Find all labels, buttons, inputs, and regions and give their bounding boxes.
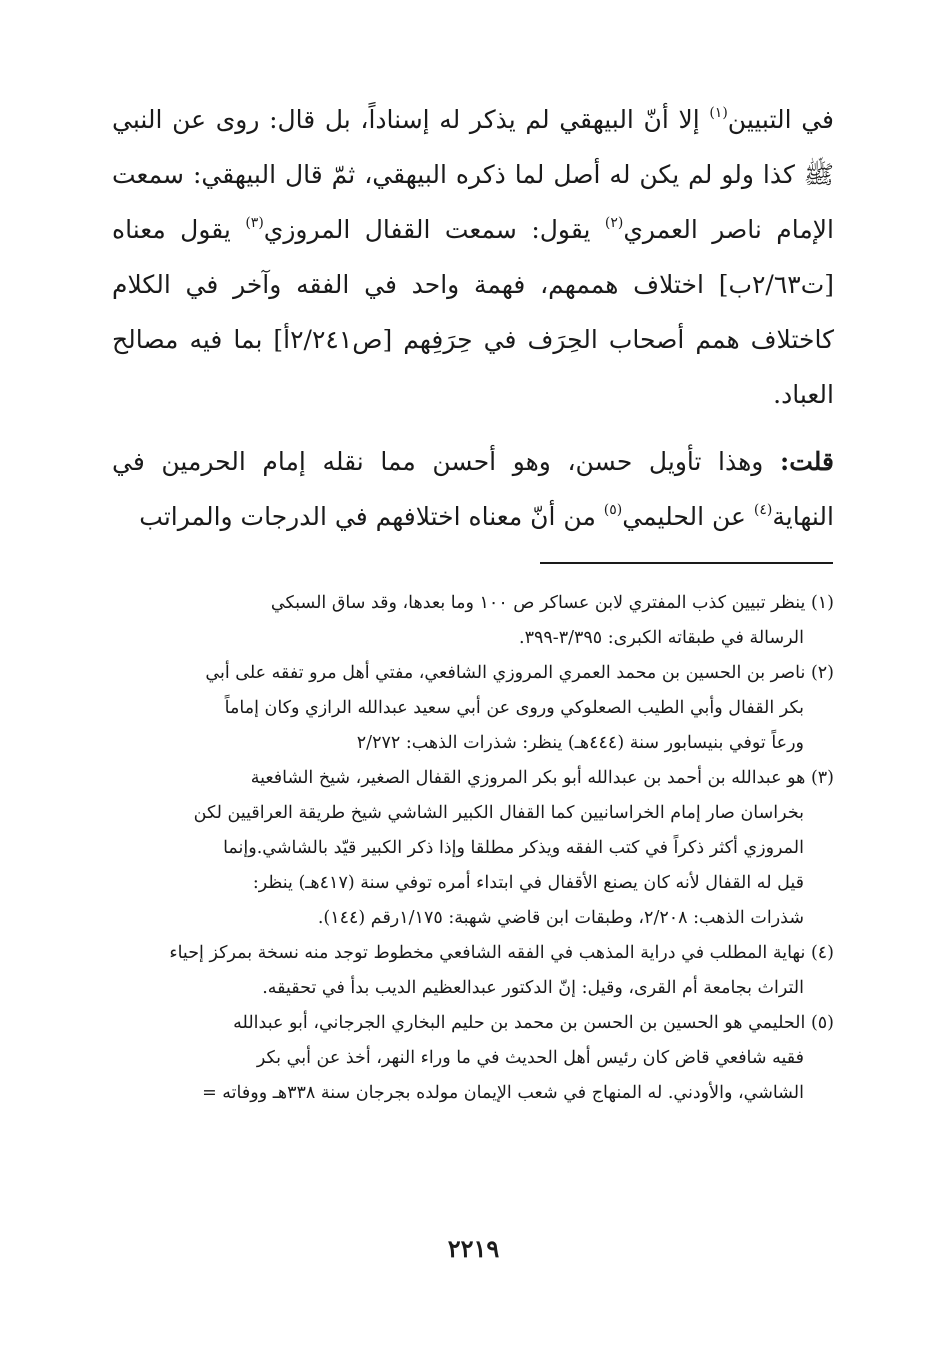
footnotes (112, 586, 834, 1111)
paragraph-1 (112, 92, 834, 422)
footnote-1 (112, 586, 834, 656)
text-run: عن الحليمي (622, 502, 754, 531)
footnote-2 (112, 656, 834, 761)
footnote-5 (112, 1006, 834, 1111)
footnote-line (112, 656, 834, 691)
footnote-line: قيل له القفال لأنه كان يصنع الأقفال في ابتداء أمره توفي سنة (٤١٧هـ) ينظر: (252, 873, 804, 893)
footnote-line (112, 761, 834, 796)
footnote-line (112, 586, 834, 621)
text-run: في التبيين (727, 105, 834, 134)
footnote-3 (112, 761, 834, 936)
page-number: ٢٢١٩ (447, 1234, 500, 1263)
footnote-line: بخراسان صار إمام الخراسانيين كما القفال الكبير الشاشي شيخ طريقة العراقيين لكن (193, 803, 804, 823)
footnote-ref-2[interactable]: (٢) (604, 215, 624, 231)
footnote-number: (٥) (810, 1013, 834, 1033)
footnote-number: (٢) (810, 663, 834, 683)
footnote-ref-3[interactable]: (٣) (245, 215, 264, 231)
footnote-text: ينظر تبيين كذب المفتري لابن عساكر ص ١٠٠ وما بعدها، وقد ساق السبكي (270, 593, 806, 613)
footnote-line: فقيه شافعي قاض كان رئيس أهل الحديث في ما وراء النهر، أخذ عن أبي بكر (256, 1048, 804, 1068)
footnote-number: (٤) (810, 943, 834, 963)
text-run: يقول: سمعت القفال المروزي (263, 215, 605, 244)
main-text (112, 92, 834, 544)
footnote-line: شذرات الذهب: ٢/٢٠٨، وطبقات ابن قاضي شهبة: ١/١٧٥رقم (١٤٤). (317, 908, 804, 928)
footnote-text: نهاية المطلب في دراية المذهب في الفقه الشافعي مخطوط توجد منه نسخة بمركز إحياء (169, 943, 806, 963)
footnote-text: الحليمي هو الحسين بن الحسن بن محمد بن حليم البخاري الجرجاني، أبو عبدالله (233, 1013, 806, 1033)
footnote-line: التراث بجامعة أم القرى، وقيل: إنّ الدكتور عبدالعظيم الديب بدأ في تحقيقه. (262, 978, 804, 998)
text-run: من أنّ معناه اختلافهم في الدرجات والمراتب (139, 502, 604, 531)
footnote-line: الشاشي، والأودني. له المنهاج في شعب الإيمان مولده بجرجان سنة ٣٣٨هـ ووفاته = (202, 1083, 804, 1103)
footnote-4 (112, 936, 834, 1006)
footnote-ref-5[interactable]: (٥) (603, 502, 623, 518)
footnote-text: ناصر بن الحسين بن محمد العمري المروزي الشافعي، مفتي أهل مرو تفقه على أبي (205, 663, 806, 683)
footnote-line: بكر القفال وأبي الطيب الصعلوكي وروى عن أبي سعيد عبدالله الرازي وكان إماماً (224, 698, 804, 718)
footnote-line: ورعاً توفي بنيسابور سنة (٤٤٤هـ) ينظر: شذرات الذهب: ٢/٢٧٢ (356, 733, 804, 753)
footnote-text: هو عبدالله بن أحمد بن عبدالله أبو بكر المروزي القفال الصغير، شيخ الشافعية (250, 768, 806, 788)
paragraph-2 (112, 434, 834, 544)
footnote-line: الرسالة في طبقاته الكبرى: ٣/٣٩٥-٣٩٩. (519, 628, 804, 648)
text-run: وهذا تأويل حسن، وهو أحسن مما نقله إمام الحرمين في النهاية (112, 447, 834, 531)
text-run: إلا أنّ البيهقي لم يذكر له إسناداً، بل قال: روى عن النبي ﷺ كذا ولو لم يكن له أصل لما ذكره البيهقي، ثمّ قال البيهقي: سمعت الإمام ناصر العمري (112, 105, 834, 244)
footnote-number: (٣) (810, 768, 834, 788)
footnote-number: (١) (810, 593, 834, 613)
footnote-ref-1[interactable]: (١) (709, 105, 728, 121)
footnote-line (112, 1006, 834, 1041)
footnote-line: المروزي أكثر ذكراً في كتب الفقه ويذكر مطلقا وإذا ذكر الكبير قيّد بالشاشي.وإنما (223, 838, 804, 858)
footnote-separator (540, 562, 833, 564)
text-run: يقول معناه [ت٢/٦٣ب] اختلاف هممهم، فهمة واحد في الفقه وآخر في الكلام كاختلاف همم أصحاب الحِرَف في حِرَفِهم [ص٢/٢٤١أ] بما فيه مصالح العباد. (112, 215, 834, 409)
paragraph-label: قلت: (779, 447, 834, 476)
footnote-ref-4[interactable]: (٤) (753, 502, 773, 518)
footnote-line (112, 936, 834, 971)
